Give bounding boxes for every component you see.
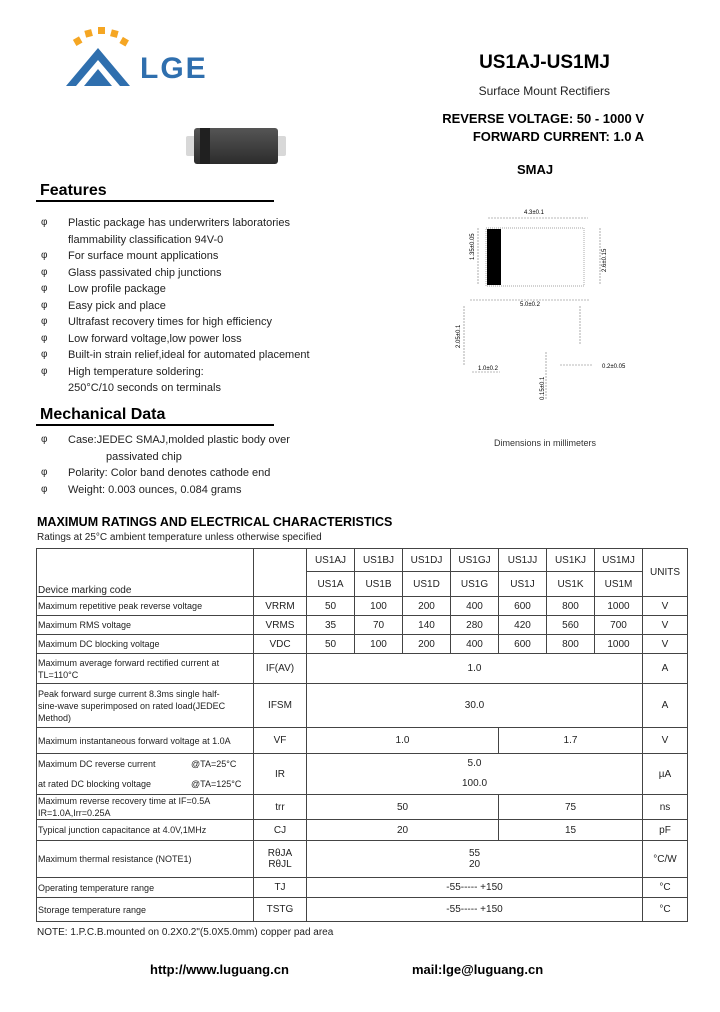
type-cell: US1JJ [499, 549, 547, 572]
feature-item: Built-in strain relief,ideal for automated placement [68, 349, 310, 361]
ratings-title: MAXIMUM RATINGS AND ELECTRICAL CHARACTERISTICS [37, 515, 393, 529]
feature-item: Easy pick and place [68, 299, 166, 312]
type-cell: US1MJ [595, 549, 643, 572]
email-link[interactable]: mail:lge@luguang.cn [412, 962, 544, 977]
feature-item: Plastic package has underwriters laboratories [68, 217, 290, 229]
product-subtitle: Surface Mount Rectifiers [478, 84, 610, 98]
marking-cell: US1B [355, 572, 403, 597]
dim-label: 4.3±0.1 [524, 210, 544, 216]
features-divider [36, 200, 274, 202]
table-row: Operating temperature range TJ -55----- +150 °C [37, 878, 688, 898]
dim-label: 2.6±0.15 [602, 248, 608, 272]
dimension-drawing [440, 200, 640, 410]
table-row [37, 549, 688, 572]
type-cell: US1KJ [547, 549, 595, 572]
feature-item: Ultrafast recovery times for high efficiency [68, 316, 272, 328]
marking-cell: US1J [499, 572, 547, 597]
table-row: Maximum instantaneous forward voltage at 1.0A VF 1.0 1.7 V [37, 728, 688, 754]
component-image [186, 128, 286, 164]
ratings-note: Ratings at 25°C ambient temperature unless otherwise specified [37, 532, 322, 543]
table-row: Maximum thermal resistance (NOTE1) RθJA RθJL 55 20 °C/W [37, 841, 688, 878]
forward-current: FORWARD CURRENT: 1.0 A [472, 129, 644, 144]
marking-cell: US1A [307, 572, 355, 597]
mechanical-item: passivated chip [106, 450, 182, 463]
dim-label: 1.0±0.2 [478, 366, 498, 372]
table-row: Maximum average forward rectified current at TL=110°C IF(AV) 1.0 A [37, 654, 688, 684]
feature-item: 250°C/10 seconds on terminals [68, 382, 221, 394]
mechanical-item: Case:JEDEC SMAJ,molded plastic body over [68, 434, 290, 446]
feature-item: Glass passivated chip junctions [68, 266, 222, 279]
package-name: SMAJ [516, 162, 554, 177]
units-header: UNITS [643, 549, 688, 597]
dimensions-caption: Dimensions in millimeters [493, 438, 597, 448]
table-row: Maximum repetitive peak reverse voltage VRRM 50 100 200 400 600 800 1000 V [37, 597, 688, 616]
type-cell: US1BJ [355, 549, 403, 572]
dim-label: 5.0±0.2 [520, 302, 540, 308]
table-footnote: NOTE: 1.P.C.B.mounted on 0.2X0.2"(5.0X5.0mm) copper pad area [37, 927, 334, 938]
feature-item: Low profile package [68, 283, 166, 295]
ratings-summary [380, 110, 644, 146]
marking-cell: US1D [403, 572, 451, 597]
mechanical-list: φ Case:JEDEC SMAJ,molded plastic body over passivated chip φ Polarity: Color band denotes cathode end φ Weight: 0.003 ounces, 0.084 grams [41, 434, 290, 496]
table-row: Storage temperature range TSTG -55----- +150 °C [37, 898, 688, 922]
table-row: Maximum DC blocking voltage VDC 50 100 200 400 600 800 1000 V [37, 635, 688, 654]
dim-label: 2.05±0.1 [456, 324, 462, 348]
table-row: Typical junction capacitance at 4.0V,1MHz CJ 20 15 pF [37, 820, 688, 841]
mechanical-item: Weight: 0.003 ounces, 0.084 grams [68, 483, 242, 496]
part-number-title: US1AJ-US1MJ [479, 52, 610, 73]
table-row: Maximum reverse recovery time at IF=0.5A IR=1.0A,Irr=0.25A trr 50 75 ns [37, 795, 688, 820]
feature-item: Low forward voltage,low power loss [68, 332, 242, 345]
marking-cell: US1G [451, 572, 499, 597]
dim-label: 0.2±0.05 [602, 364, 626, 370]
feature-item: For surface mount applications [68, 250, 219, 262]
marking-cell: US1M [595, 572, 643, 597]
device-marking-label: Device marking code [37, 549, 254, 597]
features-list: φ Plastic package has underwriters laboratories flammability classification 94V-0 φ For surface mount applications φ Glass passivated chip junctions φ Low profile package φ Easy pick and place φ Ultrafast recovery times for high efficiency φ Low forward voltage,low power loss φ Built-in strain relief,ideal for automated placement φ High temperature soldering: 250°C/10 seconds on terminals [41, 217, 310, 394]
dim-label: 0.15±0.1 [540, 376, 546, 400]
table-row: Maximum DC reverse current @TA=25°C at rated DC blocking voltage @TA=125°C IR 5.0 100.0 µA [37, 754, 688, 795]
ratings-table [36, 548, 688, 922]
mechanical-item: Polarity: Color band denotes cathode end [68, 467, 271, 479]
type-cell: US1AJ [307, 549, 355, 572]
type-cell: US1DJ [403, 549, 451, 572]
features-title: Features [40, 182, 107, 199]
cathode-band [487, 229, 501, 285]
type-cell: US1GJ [451, 549, 499, 572]
mechanical-title: Mechanical Data [40, 406, 166, 423]
feature-item: High temperature soldering: [68, 365, 204, 378]
website-link[interactable]: http://www.luguang.cn [150, 962, 289, 977]
reverse-voltage: REVERSE VOLTAGE: 50 - 1000 V [442, 111, 644, 126]
mechanical-divider [36, 424, 274, 426]
feature-item: flammability classification 94V-0 [68, 233, 224, 246]
lge-logo-mark [58, 22, 142, 90]
table-row: Peak forward surge current 8.3ms single half- sine-wave superimposed on rated load(JEDEC Method) IFSM 30.0 A [37, 684, 688, 728]
dim-label: 1.35±0.05 [470, 233, 476, 260]
brand-name: LGE [140, 52, 208, 85]
marking-cell: US1K [547, 572, 595, 597]
table-row: Maximum RMS voltage VRMS 35 70 140 280 420 560 700 V [37, 616, 688, 635]
